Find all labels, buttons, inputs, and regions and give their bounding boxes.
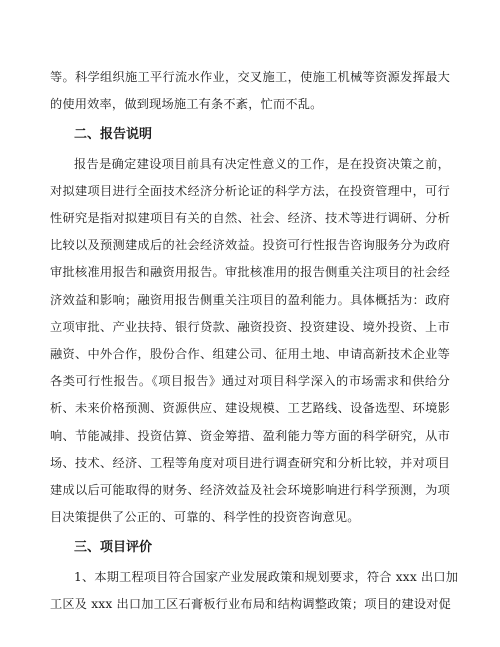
paragraph-line: 场、技术、经济、工程等角度对项目进行调查研究和分析比较，并对项目 <box>50 455 450 470</box>
section-heading-report: 二、报告说明 <box>74 127 153 143</box>
paragraph-line: 1、本期工程项目符合国家产业发展政策和规划要求，符合 xxx 出口加 <box>74 569 459 584</box>
paragraph-line: 析、未来价格预测、资源供应、建设规模、工艺路线、设备选型、环境影 <box>50 401 450 416</box>
paragraph-line: 的使用效率，做到现场施工有条不紊，忙而不乱。 <box>50 97 323 112</box>
paragraph-line: 审批核准用报告和融资用报告。审批核准用的报告侧重关注项目的社会经 <box>50 265 450 280</box>
paragraph-line: 济效益和影响；融资用报告侧重关注项目的盈利能力。具体概括为：政府 <box>50 292 450 307</box>
paragraph-line: 性研究是指对拟建项目有关的自然、社会、经济、技术等进行调研、分析 <box>50 211 450 226</box>
section-evaluation-body <box>50 564 459 618</box>
paragraph-line: 工区及 xxx 出口加工区石膏板行业布局和结构调整政策；项目的建设对促 <box>50 596 451 611</box>
paragraph-line: 响、节能减排、投资估算、资金筹措、盈利能力等方面的科学研究，从市 <box>50 428 450 443</box>
paragraph-line: 立项审批、产业扶持、银行贷款、融资投资、投资建设、境外投资、上市 <box>50 319 450 334</box>
section-heading-evaluation: 三、项目评价 <box>74 540 153 556</box>
paragraph-line: 目决策提供了公正的、可靠的、科学性的投资咨询意见。 <box>50 510 360 525</box>
paragraph-line: 各类可行性报告。《项目报告》通过对项目科学深入的市场需求和供给分 <box>50 374 450 389</box>
section-report-body <box>50 151 450 532</box>
paragraph-line: 建成以后可能取得的财务、经济效益及社会环境影响进行科学预测，为项 <box>50 483 450 498</box>
paragraph-line: 比较以及预测建成后的社会经济效益。投资可行性报告咨询服务分为政府 <box>50 238 450 253</box>
paragraph-line: 融资、中外合作，股份合作、组建公司、征用土地、申请高新技术企业等 <box>50 347 450 362</box>
paragraph-line: 对拟建项目进行全面技术经济分析论证的科学方法，在投资管理中，可行 <box>50 183 450 198</box>
section-construction-text <box>50 64 450 118</box>
paragraph-line: 报告是确定建设项目前具有决定性意义的工作，是在投资决策之前， <box>74 156 450 171</box>
paragraph-line: 等。科学组织施工平行流水作业，交叉施工，使施工机械等资源发挥最大 <box>50 70 450 84</box>
